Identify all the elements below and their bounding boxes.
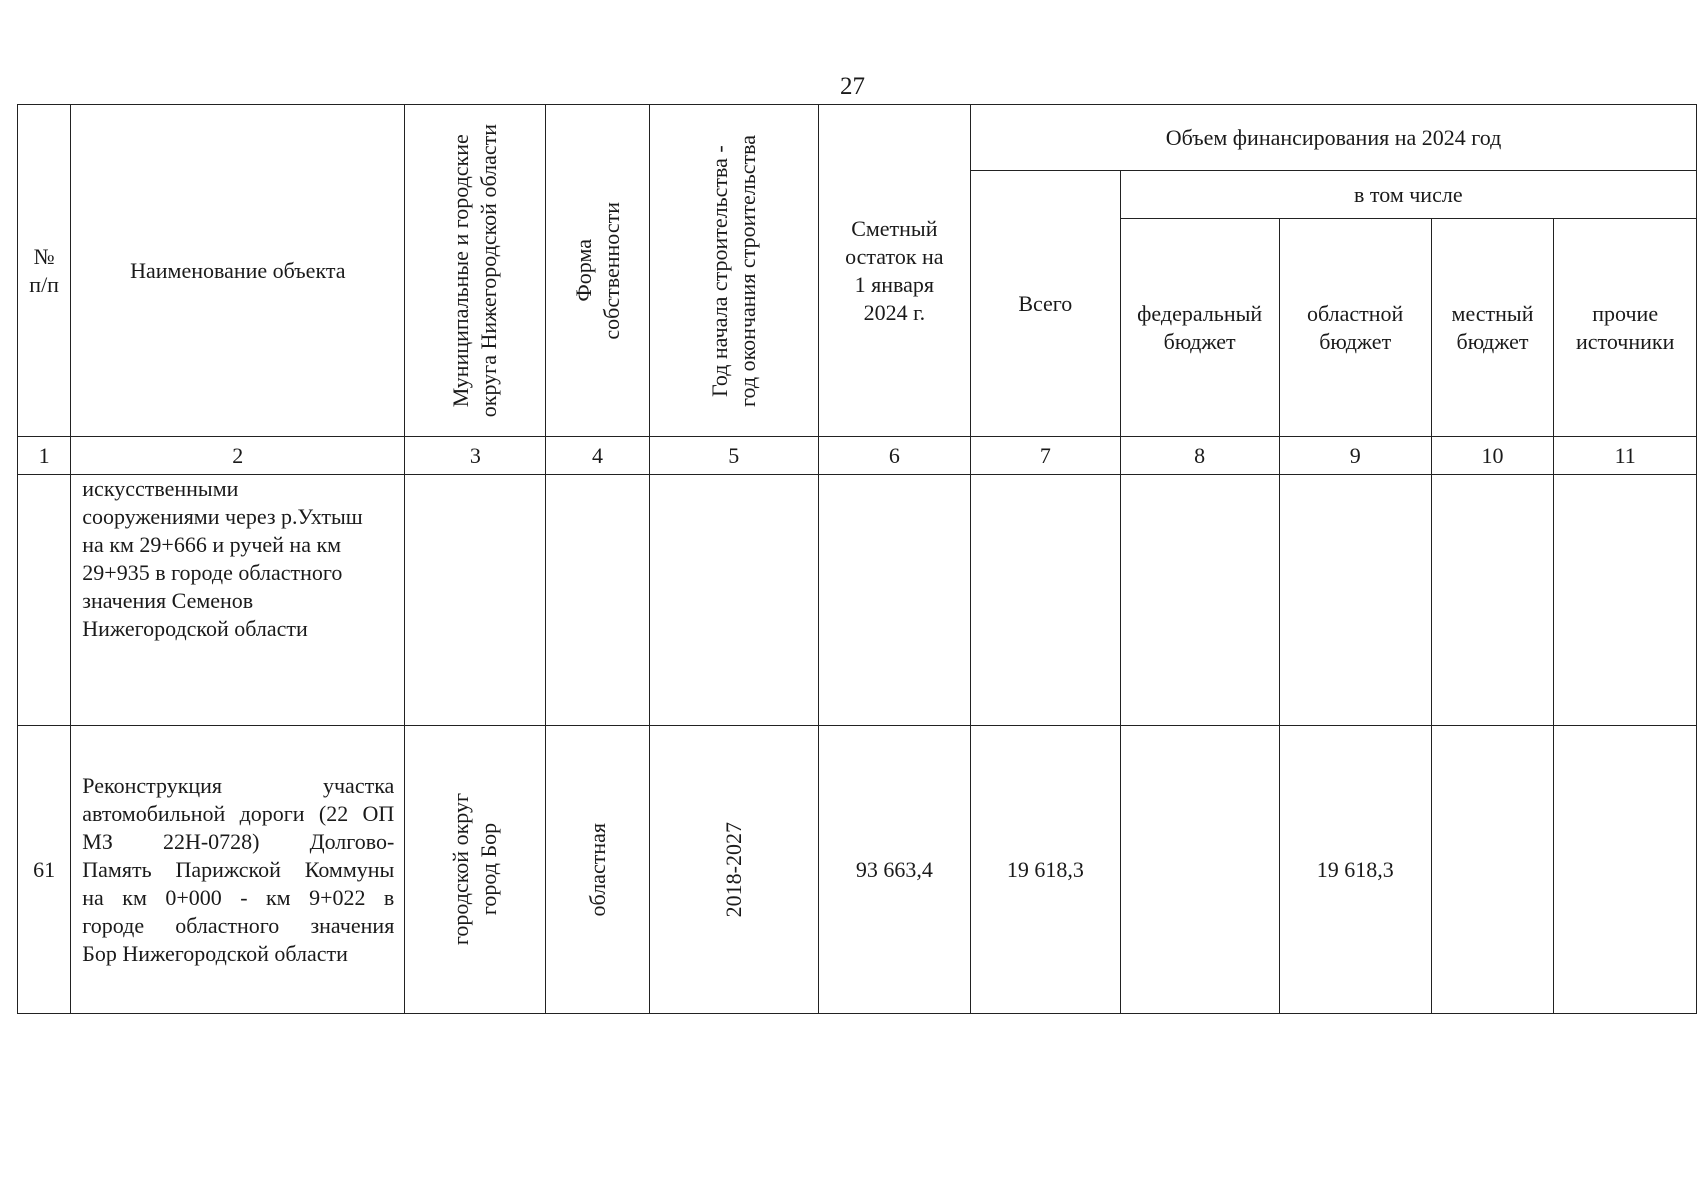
- header-ownership-text: Форма собственности: [570, 201, 624, 340]
- column-number: 7: [971, 437, 1121, 475]
- object-name-line: МЗ 22Н-0728) Долгово-: [82, 828, 395, 854]
- header-ownership: [546, 105, 649, 437]
- row-local: [1431, 726, 1554, 1014]
- row-years: [649, 726, 818, 1014]
- header-regional: областной бюджет: [1279, 219, 1431, 437]
- row-total: 19 618,3: [971, 726, 1121, 1014]
- column-number: 2: [71, 437, 405, 475]
- column-number: 9: [1279, 437, 1431, 475]
- row-municipal: [405, 726, 546, 1014]
- column-number: 10: [1431, 437, 1554, 475]
- header-federal: федеральный бюджет: [1120, 219, 1279, 437]
- row-num: 61: [18, 726, 71, 1014]
- column-number: 6: [818, 437, 970, 475]
- object-name-line: городе областного значения: [82, 912, 395, 938]
- column-number: 4: [546, 437, 649, 475]
- header-total: Всего: [971, 171, 1121, 437]
- row-regional: [1279, 475, 1431, 726]
- header-years: [649, 105, 818, 437]
- row-federal: [1120, 475, 1279, 726]
- row-federal: [1120, 726, 1279, 1014]
- column-number: 3: [405, 437, 546, 475]
- header-municipal: [405, 105, 546, 437]
- header-years-text: Год начала строительства - год окончания строительства: [706, 134, 760, 407]
- header-estimate: Сметный остаток на 1 января 2024 г.: [818, 105, 970, 437]
- row-estimate: [818, 475, 970, 726]
- row-years-text: 2018-2027: [720, 821, 746, 918]
- row-other: [1554, 726, 1697, 1014]
- row-local: [1431, 475, 1554, 726]
- row-estimate: 93 663,4: [818, 726, 970, 1014]
- row-regional: 19 618,3: [1279, 726, 1431, 1014]
- header-including: в том числе: [1120, 171, 1696, 219]
- row-object-name: искусственными сооружениями через р.Ухтыш на км 29+666 и ручей на км 29+935 в городе областного значения Семенов Нижегородской области: [71, 475, 405, 726]
- row-municipal: [405, 475, 546, 726]
- row-other: [1554, 475, 1697, 726]
- row-total: [971, 475, 1121, 726]
- column-number: 1: [18, 437, 71, 475]
- column-number: 5: [649, 437, 818, 475]
- header-funding: Объем финансирования на 2024 год: [971, 105, 1697, 171]
- row-ownership: [546, 726, 649, 1014]
- row-num: [18, 475, 71, 726]
- column-number: 11: [1554, 437, 1697, 475]
- row-object-name: [71, 726, 405, 1014]
- object-name-line: Бор Нижегородской области: [82, 940, 348, 966]
- header-local: местный бюджет: [1431, 219, 1554, 437]
- column-numbers-row: [18, 437, 1697, 475]
- table-row: [18, 475, 1697, 726]
- funding-table: [17, 104, 1697, 1014]
- header-num: № п/п: [18, 105, 71, 437]
- object-name-line: на км 0+000 - км 9+022 в: [82, 884, 395, 910]
- row-years: [649, 475, 818, 726]
- row-ownership-text: областная: [584, 822, 610, 917]
- row-ownership: [546, 475, 649, 726]
- table-row: [18, 726, 1697, 1014]
- header-object-name: Наименование объекта: [71, 105, 405, 437]
- page-number: 27: [840, 73, 865, 100]
- header-other: прочие источники: [1554, 219, 1697, 437]
- column-number: 8: [1120, 437, 1279, 475]
- object-name-line: Реконструкция участка: [82, 772, 395, 798]
- row-municipal-text: городской округ город Бор: [448, 793, 502, 946]
- header-municipal-text: Муниципальные и городские округа Нижегородской области: [448, 123, 502, 418]
- object-name-line: Память Парижской Коммуны: [82, 856, 395, 882]
- object-name-line: автомобильной дороги (22 ОП: [82, 800, 395, 826]
